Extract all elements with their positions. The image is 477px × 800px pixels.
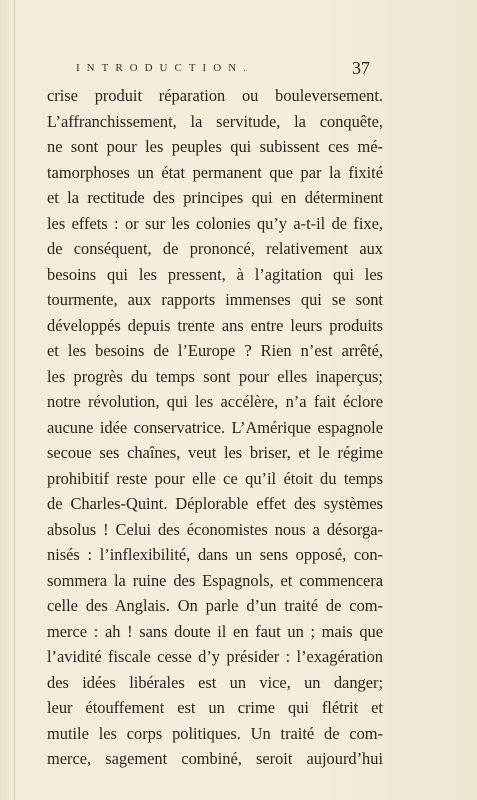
page-gutter xyxy=(14,0,15,800)
text-line: développés depuis trente ans entre leurs produits xyxy=(47,315,383,335)
text-line: merce : ah ! sans doute il en faut un ; mais que xyxy=(47,621,383,641)
text-line: et la rectitude des principes qui en déterminent xyxy=(47,188,383,207)
page-number: 37 xyxy=(352,58,370,78)
text-line: nisés : l’inflexibilité, dans un sens opposé, con- xyxy=(47,545,383,564)
text-line: et les besoins de l’Europe ? Rien n’est arrêté, xyxy=(47,341,383,360)
text-line: sommera la ruine des Espagnols, et commencera xyxy=(47,570,383,590)
text-line: crise produit réparation ou bouleversement. xyxy=(47,86,383,105)
text-line: prohibitif reste pour elle ce qu’il étoit du temps xyxy=(47,468,383,488)
text-line: besoins qui les pressent, à l’agitation qui les xyxy=(47,264,383,284)
text-line: tamorphoses un état permanent que par la fixité xyxy=(47,162,383,182)
text-line: les effets : or sur les colonies qu’y a-t-il de fixe, xyxy=(47,213,383,233)
text-line: celle des Anglais. On parle d’un traité de com- xyxy=(47,596,383,615)
text-line: des idées libérales est un vice, un danger; xyxy=(47,672,383,692)
text-line: aucune idée conservatrice. L’Amérique espagnole xyxy=(47,417,383,437)
text-line: notre révolution, qui les accélère, n’a fait éclore xyxy=(47,392,383,411)
text-line: ne sont pour les peuples qui subissent ces mé- xyxy=(47,137,383,156)
text-line: tourmente, aux rapports immenses qui se sont xyxy=(47,290,383,309)
text-line: mutile les corps politiques. Un traité de com- xyxy=(47,723,383,743)
text-line: merce, sagement combiné, seroit aujourd’hui xyxy=(47,749,383,768)
body-text xyxy=(47,83,383,772)
text-line: secoue ses chaînes, veut les briser, et le régime xyxy=(47,443,383,462)
text-line: l’avidité fiscale cesse d’y présider : l’exagération xyxy=(47,647,383,666)
running-head: INTRODUCTION. xyxy=(76,62,253,74)
text-line: absolus ! Celui des économistes nous a désorga- xyxy=(47,519,383,539)
text-line: L’affranchissement, la servitude, la conquête, xyxy=(47,111,383,131)
text-line: de conséquent, de prononcé, relativement aux xyxy=(47,239,383,258)
text-line: leur étouffement est un crime qui flétrit et xyxy=(47,698,383,717)
text-line: de Charles-Quint. Déplorable effet des systèmes xyxy=(47,494,383,513)
text-line: les progrès du temps sont pour elles inaperçus; xyxy=(47,366,383,386)
